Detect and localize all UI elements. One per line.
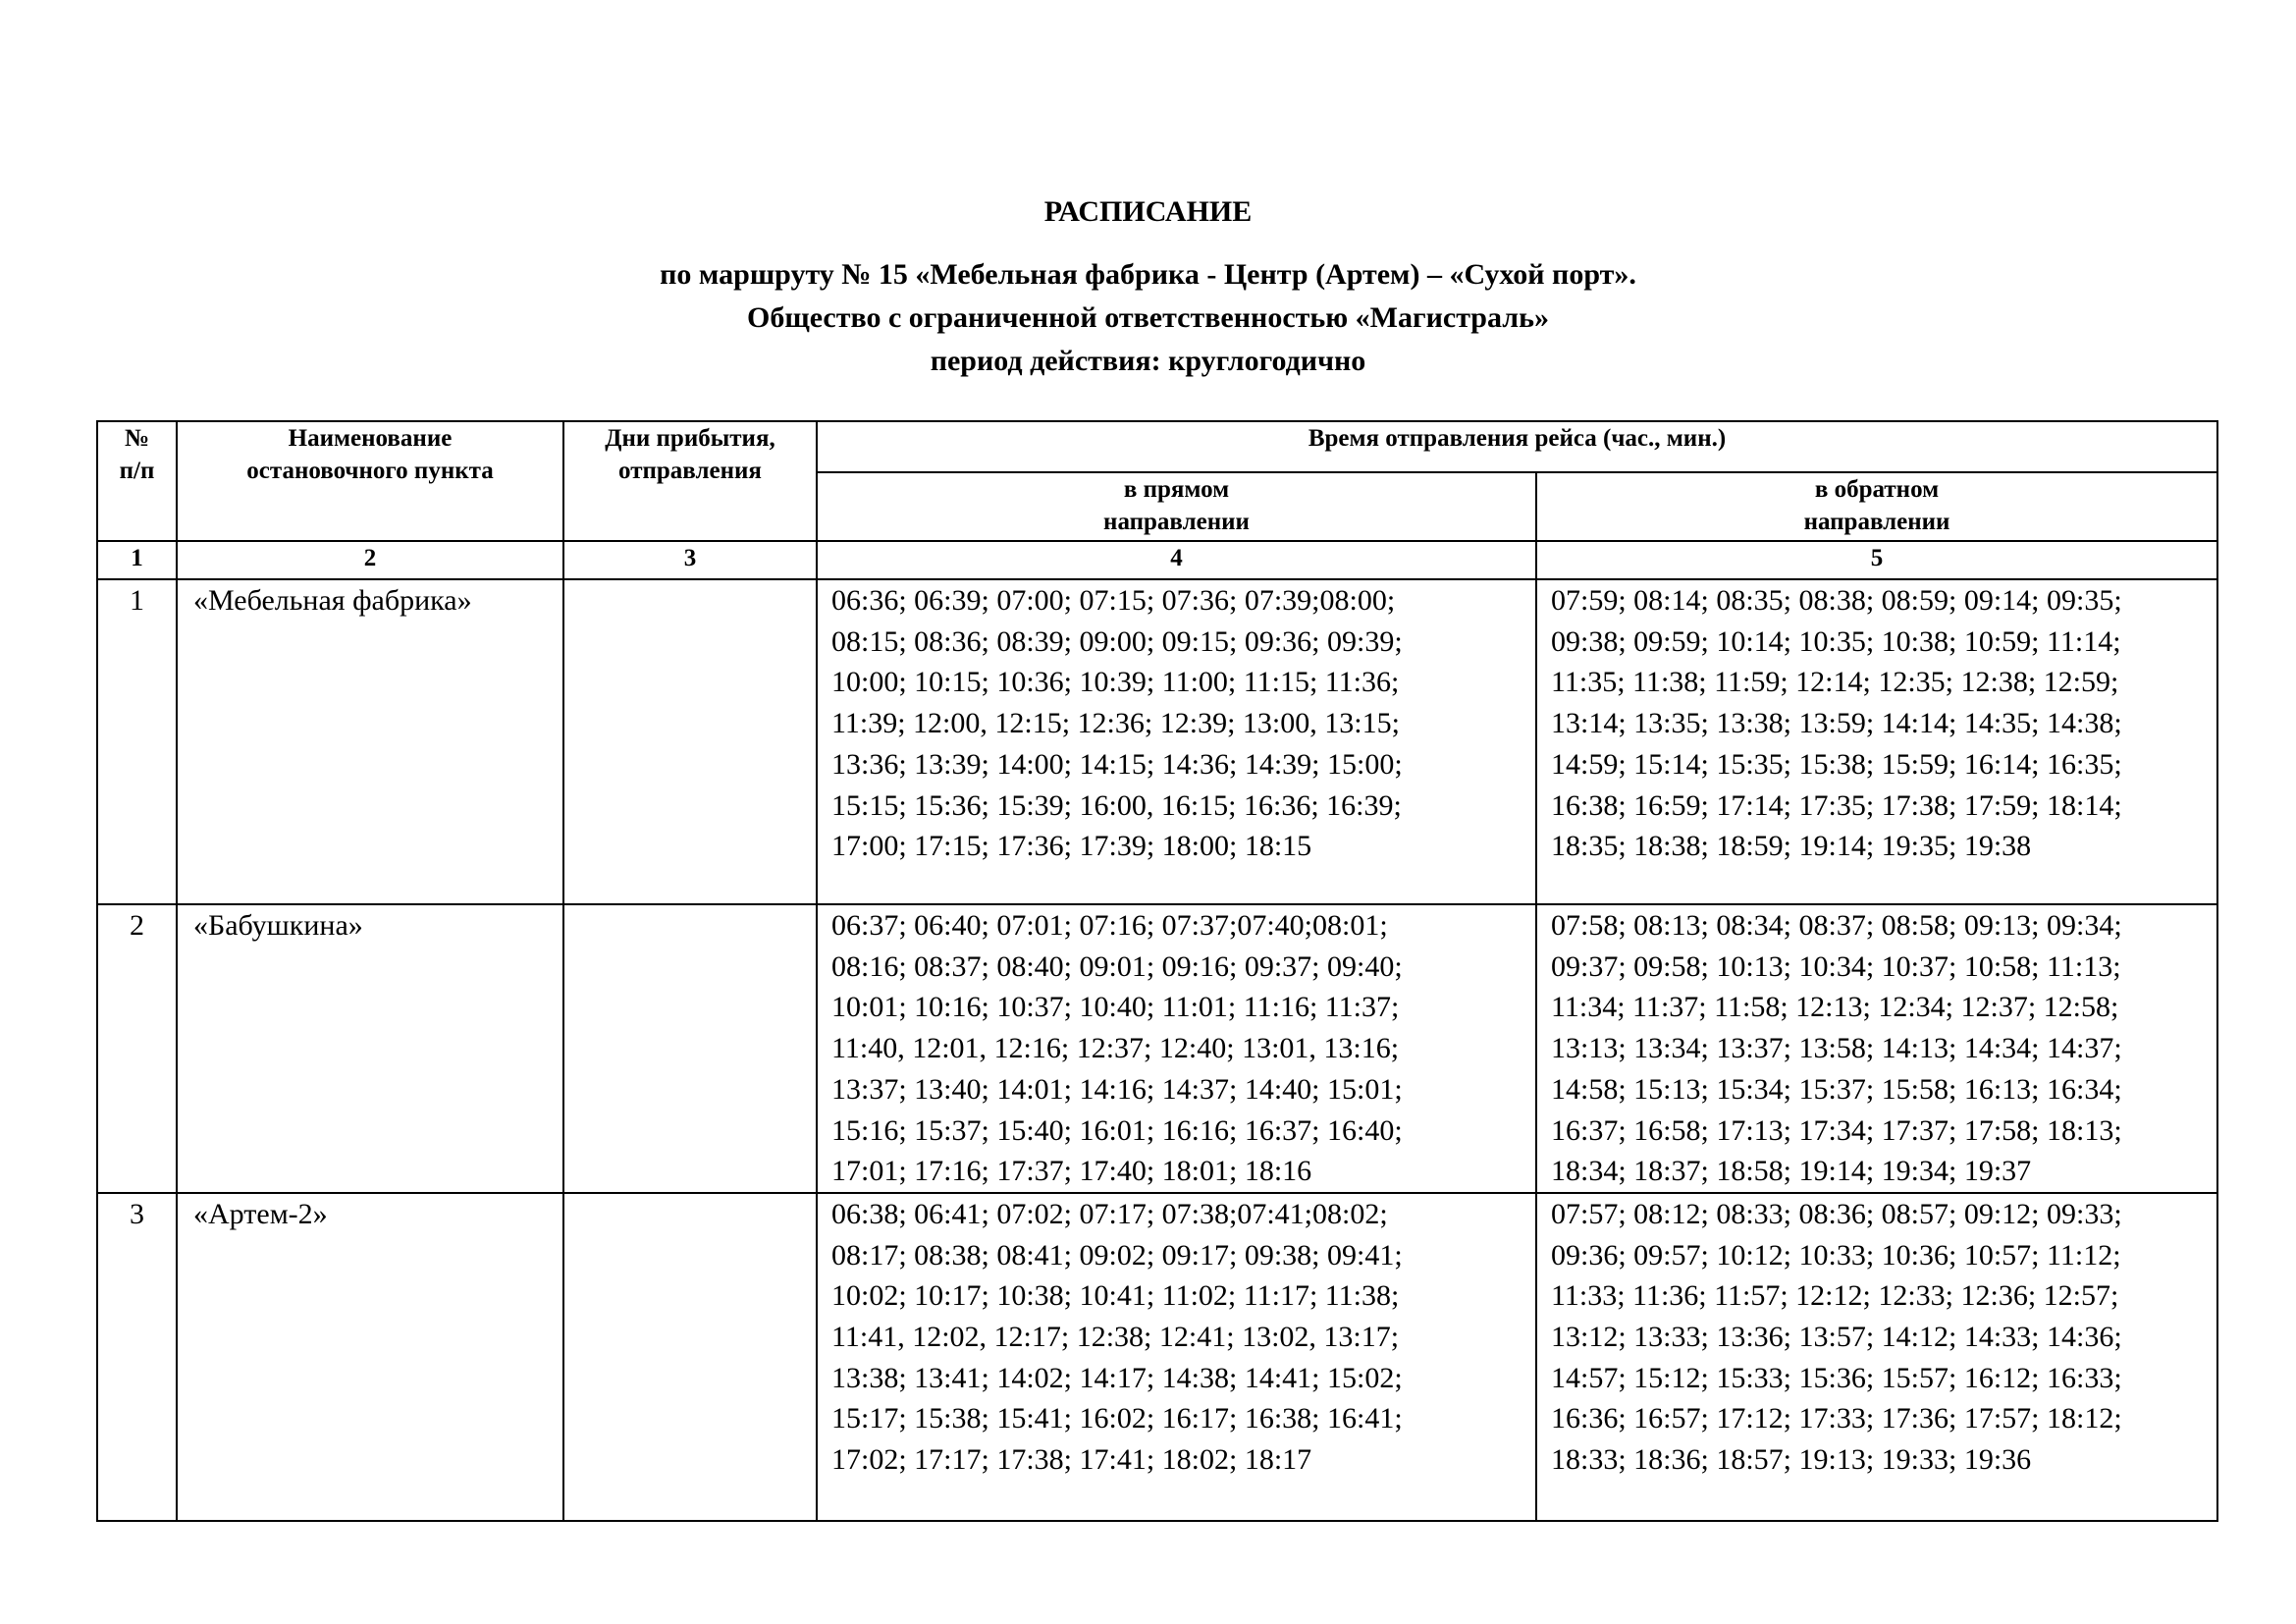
document-subtitle [0,253,2296,383]
column-number: 4 [817,541,1536,579]
times-line: 07:59; 08:14; 08:35; 08:38; 08:59; 09:14; 09:35; [1551,584,2122,617]
times-line: 14:58; 15:13; 15:34; 15:37; 15:58; 16:13; 16:34; [1551,1072,2122,1106]
times-line: 09:37; 09:58; 10:13; 10:34; 10:37; 10:58; 11:13; [1551,949,2121,983]
times-line: 06:37; 06:40; 07:01; 07:16; 07:37;07:40;08:01; [831,909,1388,942]
stop-days [563,579,817,904]
times-line: 11:39; 12:00, 12:15; 12:36; 12:39; 13:00, 13:15; [831,707,1400,740]
header-days-line-2: отправления [618,458,762,484]
times-line: 09:36; 09:57; 10:12; 10:33; 10:36; 10:57; 11:12; [1551,1238,2121,1272]
times-line: 18:33; 18:36; 18:57; 19:13; 19:33; 19:36 [1551,1443,2032,1477]
column-number: 5 [1536,541,2217,579]
times-line: 13:38; 13:41; 14:02; 14:17; 14:38; 14:41; 15:02; [831,1361,1403,1394]
times-line: 07:58; 08:13; 08:34; 08:37; 08:58; 09:13; 09:34; [1551,909,2122,942]
subtitle-route: по маршруту № 15 «Мебельная фабрика - Центр (Артем) – «Сухой порт». [660,258,1636,291]
times-line: 06:36; 06:39; 07:00; 07:15; 07:36; 07:39;08:00; [831,584,1396,617]
times-line: 11:35; 11:38; 11:59; 12:14; 12:35; 12:38; 12:59; [1551,666,2119,699]
forward-times [817,1193,1536,1521]
times-line: 11:40, 12:01, 12:16; 12:37; 12:40; 13:01, 13:16; [831,1032,1400,1065]
times-line: 13:37; 13:40; 14:01; 14:16; 14:37; 14:40; 15:01; [831,1072,1403,1106]
times-line: 13:12; 13:33; 13:36; 13:57; 14:12; 14:33; 14:36; [1551,1321,2122,1354]
header-stop-line-1: Наименование [288,425,453,452]
header-forward-line-1: в прямом [1123,476,1230,503]
times-line: 17:02; 17:17; 17:38; 17:41; 18:02; 18:17 [831,1443,1312,1477]
header-forward [817,472,1536,541]
times-line: 11:33; 11:36; 11:57; 12:12; 12:33; 12:36; 12:57; [1551,1279,2119,1313]
stop-name: «Бабушкина» [177,904,563,1193]
times-line: 11:41, 12:02, 12:17; 12:38; 12:41; 13:02, 13:17; [831,1321,1400,1354]
times-line: 10:01; 10:16; 10:37; 10:40; 11:01; 11:16; 11:37; [831,991,1400,1024]
times-line: 10:00; 10:15; 10:36; 10:39; 11:00; 11:15; 11:36; [831,666,1400,699]
table-row [97,1193,2217,1521]
times-line: 17:00; 17:15; 17:36; 17:39; 18:00; 18:15 [831,830,1312,863]
column-number: 3 [563,541,817,579]
schedule-table [96,420,2218,1522]
page-title: РАСПИСАНИЕ [1043,195,1253,228]
forward-times [817,904,1536,1193]
header-num-line-1: № [124,425,150,452]
times-line: 14:57; 15:12; 15:33; 15:36; 15:57; 16:12; 16:33; [1551,1361,2122,1394]
times-line: 10:02; 10:17; 10:38; 10:41; 11:02; 11:17; 11:38; [831,1279,1400,1313]
times-line: 13:36; 13:39; 14:00; 14:15; 14:36; 14:39; 15:00; [831,747,1403,781]
header-days [563,421,817,541]
stop-name: «Мебельная фабрика» [177,579,563,904]
times-line: 15:17; 15:38; 15:41; 16:02; 16:17; 16:38; 16:41; [831,1402,1403,1435]
times-line: 18:34; 18:37; 18:58; 19:14; 19:34; 19:37 [1551,1155,2032,1188]
header-backward [1536,472,2217,541]
header-forward-line-2: направлении [1103,509,1250,535]
times-line: 09:38; 09:59; 10:14; 10:35; 10:38; 10:59; 11:14; [1551,624,2121,658]
header-stop-line-2: остановочного пункта [246,458,494,484]
times-line: 16:36; 16:57; 17:12; 17:33; 17:36; 17:57; 18:12; [1551,1402,2122,1435]
header-backward-line-2: направлении [1803,509,1950,535]
times-line: 16:38; 16:59; 17:14; 17:35; 17:38; 17:59; 18:14; [1551,788,2122,822]
times-line: 08:15; 08:36; 08:39; 09:00; 09:15; 09:36; 09:39; [831,624,1403,658]
times-line: 13:14; 13:35; 13:38; 13:59; 14:14; 14:35; 14:38; [1551,707,2122,740]
table-row [97,904,2217,1193]
stop-days [563,1193,817,1521]
header-days-line-1: Дни прибытия, [605,425,775,452]
stop-number: 1 [97,579,177,904]
forward-times [817,579,1536,904]
backward-times [1536,1193,2217,1521]
times-line: 17:01; 17:16; 17:37; 17:40; 18:01; 18:16 [831,1155,1312,1188]
header-backward-line-1: в обратном [1814,476,1940,503]
times-line: 18:35; 18:38; 18:59; 19:14; 19:35; 19:38 [1551,830,2032,863]
header-stop [177,421,563,541]
column-number: 2 [177,541,563,579]
times-line: 11:34; 11:37; 11:58; 12:13; 12:34; 12:37; 12:58; [1551,991,2119,1024]
backward-times [1536,904,2217,1193]
column-number: 1 [97,541,177,579]
table-row [97,579,2217,904]
times-line: 16:37; 16:58; 17:13; 17:34; 17:37; 17:58; 18:13; [1551,1113,2122,1147]
times-line: 06:38; 06:41; 07:02; 07:17; 07:38;07:41;08:02; [831,1197,1388,1230]
stop-name: «Артем-2» [177,1193,563,1521]
times-line: 14:59; 15:14; 15:35; 15:38; 15:59; 16:14; 16:35; [1551,747,2122,781]
stop-number: 2 [97,904,177,1193]
times-line: 15:15; 15:36; 15:39; 16:00, 16:15; 16:36; 16:39; [831,788,1402,822]
column-number-row [97,541,2217,579]
header-time-group: Время отправления рейса (час., мин.) [817,421,2217,472]
subtitle-period: период действия: круглогодично [930,345,1366,377]
backward-times [1536,579,2217,904]
times-line: 15:16; 15:37; 15:40; 16:01; 16:16; 16:37; 16:40; [831,1113,1403,1147]
times-line: 07:57; 08:12; 08:33; 08:36; 08:57; 09:12; 09:33; [1551,1197,2122,1230]
stop-number: 3 [97,1193,177,1521]
times-line: 08:16; 08:37; 08:40; 09:01; 09:16; 09:37; 09:40; [831,949,1403,983]
header-num-line-2: п/п [119,458,155,484]
header-num [97,421,177,541]
times-line: 13:13; 13:34; 13:37; 13:58; 14:13; 14:34; 14:37; [1551,1032,2122,1065]
times-line: 08:17; 08:38; 08:41; 09:02; 09:17; 09:38; 09:41; [831,1238,1403,1272]
stop-days [563,904,817,1193]
subtitle-operator: Общество с ограниченной ответственностью «Магистраль» [747,301,1549,334]
